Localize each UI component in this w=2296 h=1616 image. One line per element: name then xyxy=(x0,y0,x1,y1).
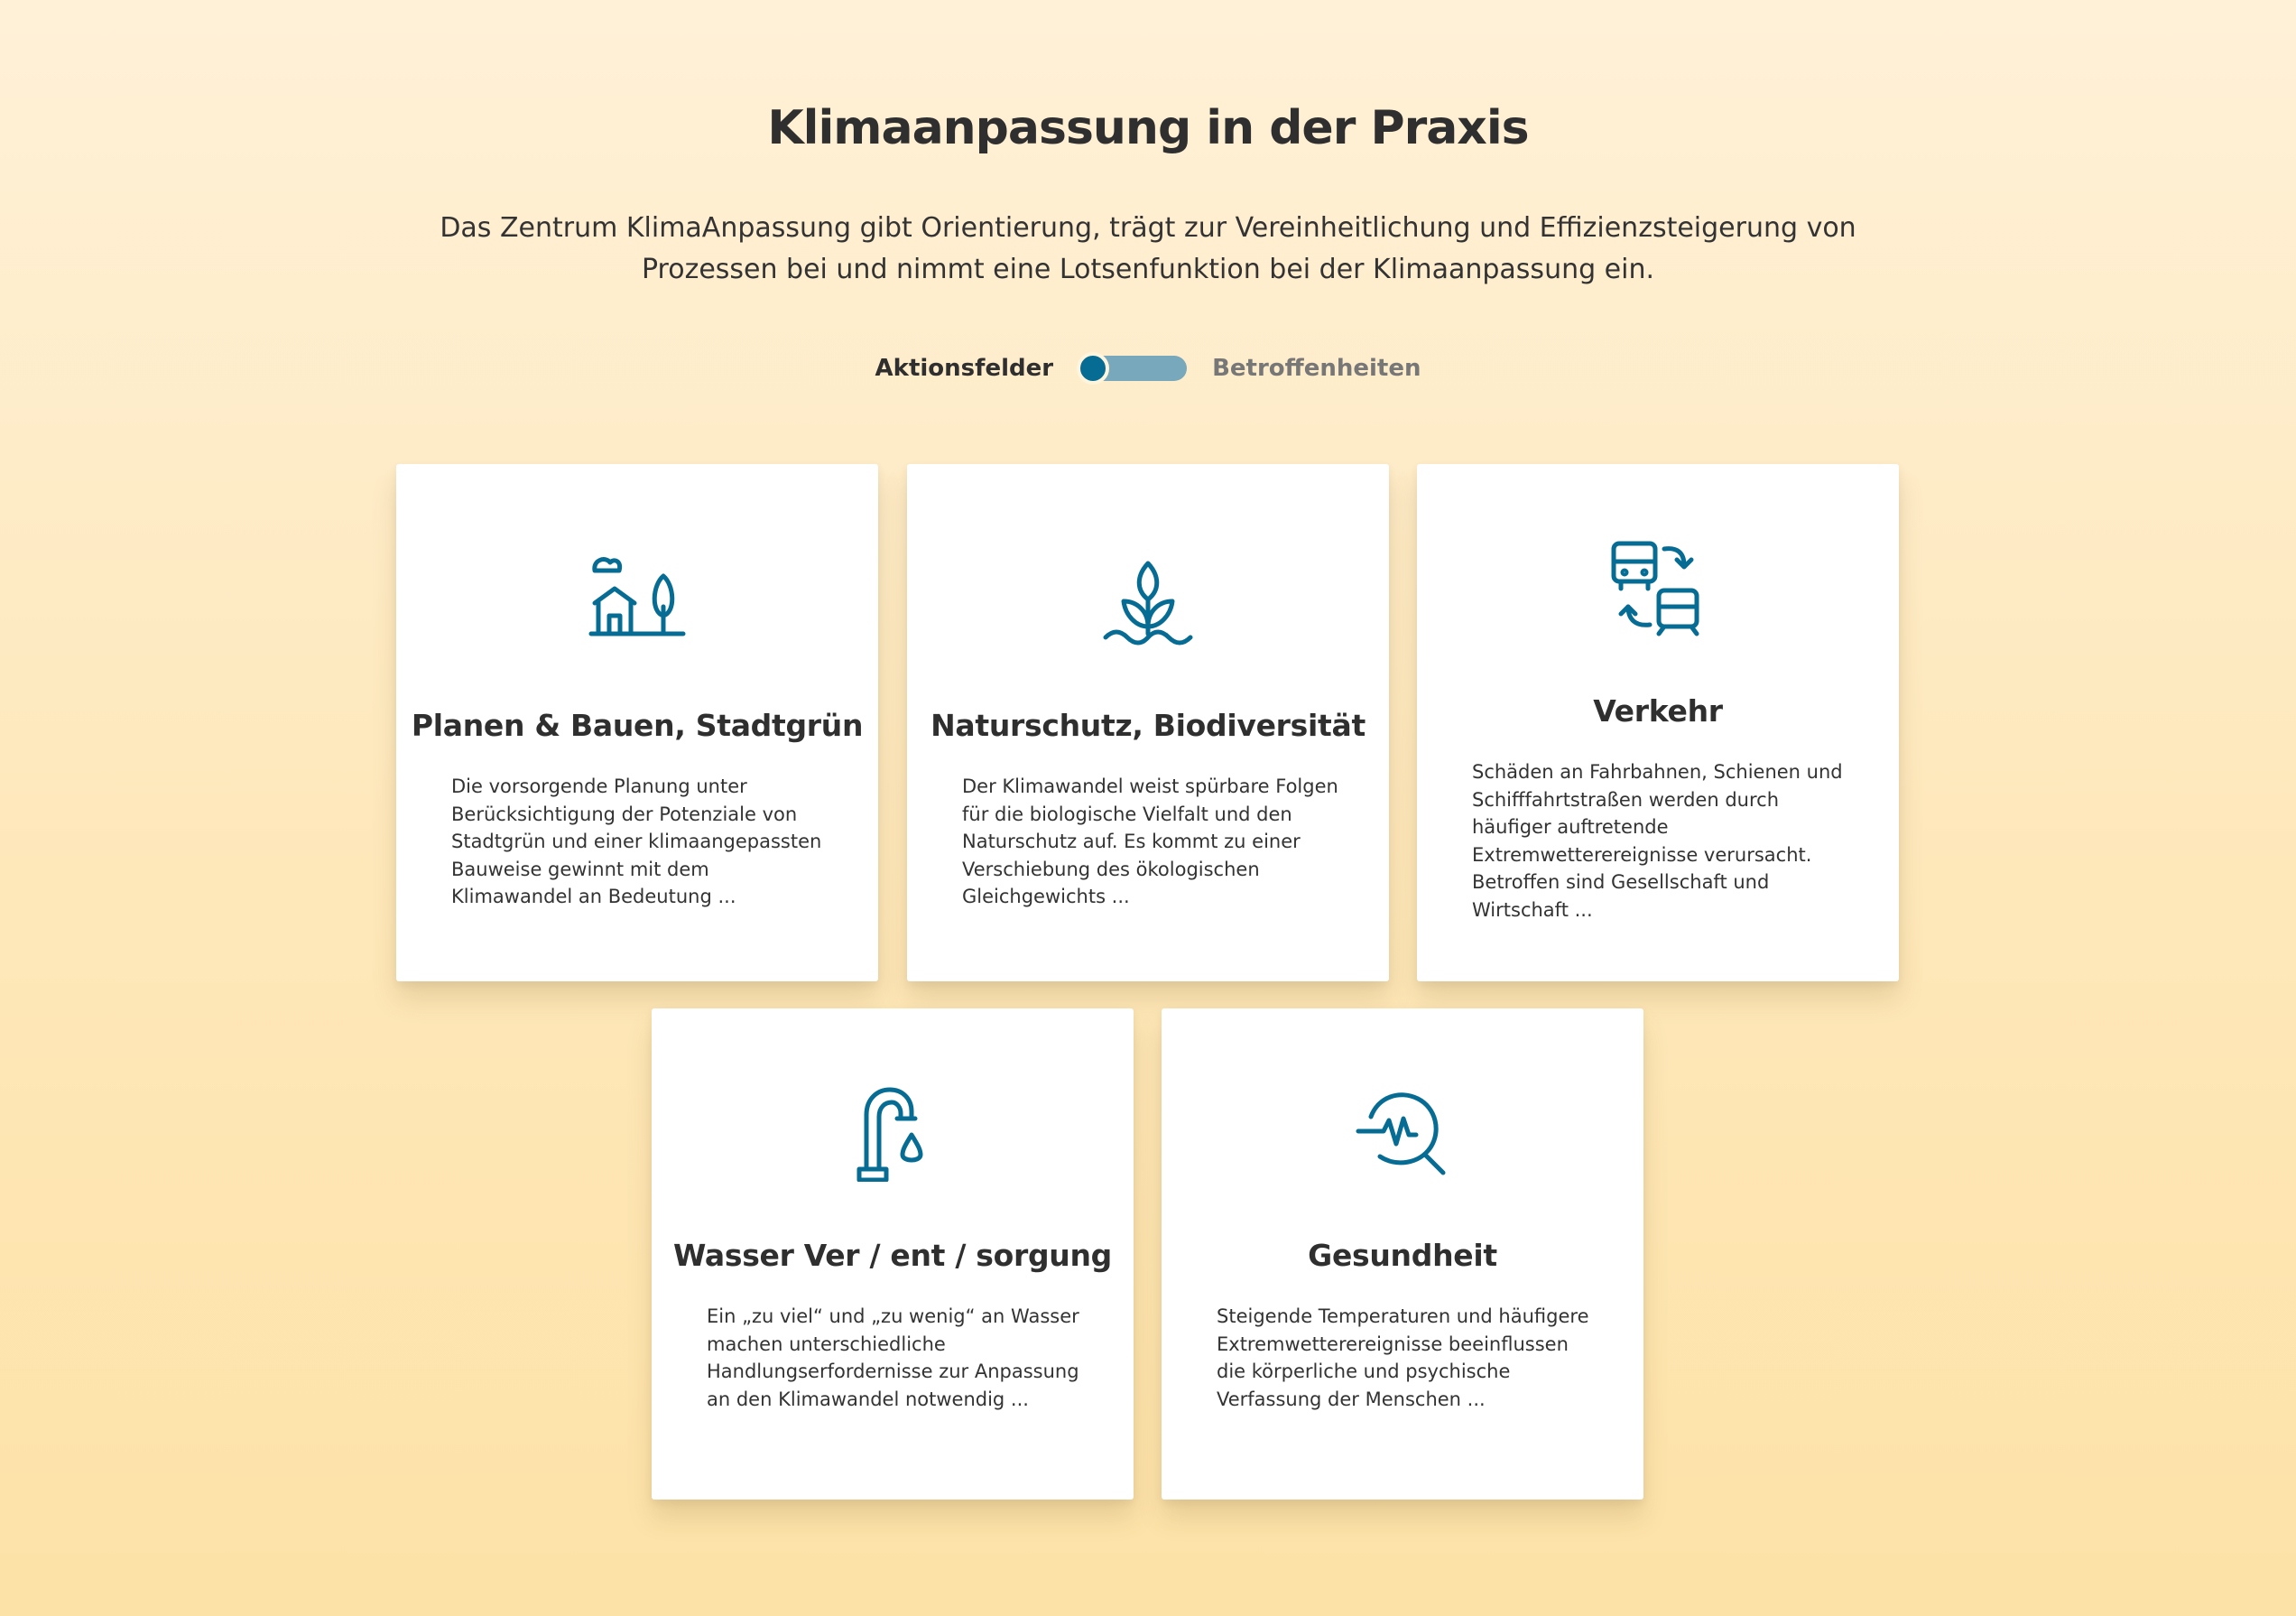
water-tap-icon xyxy=(652,1082,1134,1182)
card-gesundheit[interactable] xyxy=(1162,1008,1643,1500)
toggle-label-betroffenheiten[interactable]: Betroffenheiten xyxy=(1212,355,1421,382)
card-description: Schäden an Fahrbahnen, Schienen und Schifffahrtstraßen werden durch häufiger auftretende Extremwetterereignisse verursacht. Betroffen sind Gesellschaft und Wirtschaft ... xyxy=(1472,761,1843,921)
city-green-icon xyxy=(396,551,878,650)
view-toggle-switch[interactable] xyxy=(1079,356,1187,381)
card-planen-bauen[interactable] xyxy=(396,464,878,981)
card-title: Wasser Ver / ent / sorgung xyxy=(672,1238,1113,1273)
card-description: Die vorsorgende Planung unter Berücksichtigung der Potenziale von Stadtgrün und einer klimaangepassten Bauweise gewinnt mit dem Klimawandel an Bedeutung ... xyxy=(451,775,822,907)
plant-water-icon xyxy=(907,551,1389,650)
card-title: Verkehr xyxy=(1593,693,1723,729)
page-intro: Das Zentrum KlimaAnpassung gibt Orientierung, trägt zur Vereinheitlichung und Effizienzsteigerung von Prozessen bei und nimmt eine Lotsenfunktion bei der Klimaanpassung ein. xyxy=(440,212,1856,285)
card-title: Planen & Bauen, Stadtgrün xyxy=(411,708,864,743)
card-description: Steigende Temperaturen und häufigere Extremwetterereignisse beeinflussen die körperliche und psychische Verfassung der Menschen ... xyxy=(1217,1305,1589,1410)
view-toggle-row xyxy=(0,355,2296,382)
toggle-label-aktionsfelder[interactable]: Aktionsfelder xyxy=(875,355,1054,382)
card-wasser[interactable] xyxy=(652,1008,1134,1500)
card-verkehr[interactable] xyxy=(1417,464,1899,981)
card-description: Ein „zu viel“ und „zu wenig“ an Wasser machen unterschiedliche Handlungserfordernisse zur Anpassung an den Klimawandel notwendig ... xyxy=(707,1305,1079,1410)
card-title: Naturschutz, Biodiversität xyxy=(930,708,1366,743)
card-naturschutz[interactable] xyxy=(907,464,1389,981)
toggle-knob[interactable] xyxy=(1077,352,1109,385)
card-description: Der Klimawandel weist spürbare Folgen für die biologische Vielfalt und den Naturschutz auf. Es kommt zu einer Verschiebung des ökologischen Gleichgewichts ... xyxy=(962,775,1338,907)
page-title: Klimaanpassung in der Praxis xyxy=(767,101,1529,155)
health-monitor-icon xyxy=(1162,1082,1643,1182)
card-title: Gesundheit xyxy=(1308,1238,1497,1273)
transport-icon xyxy=(1417,538,1899,637)
